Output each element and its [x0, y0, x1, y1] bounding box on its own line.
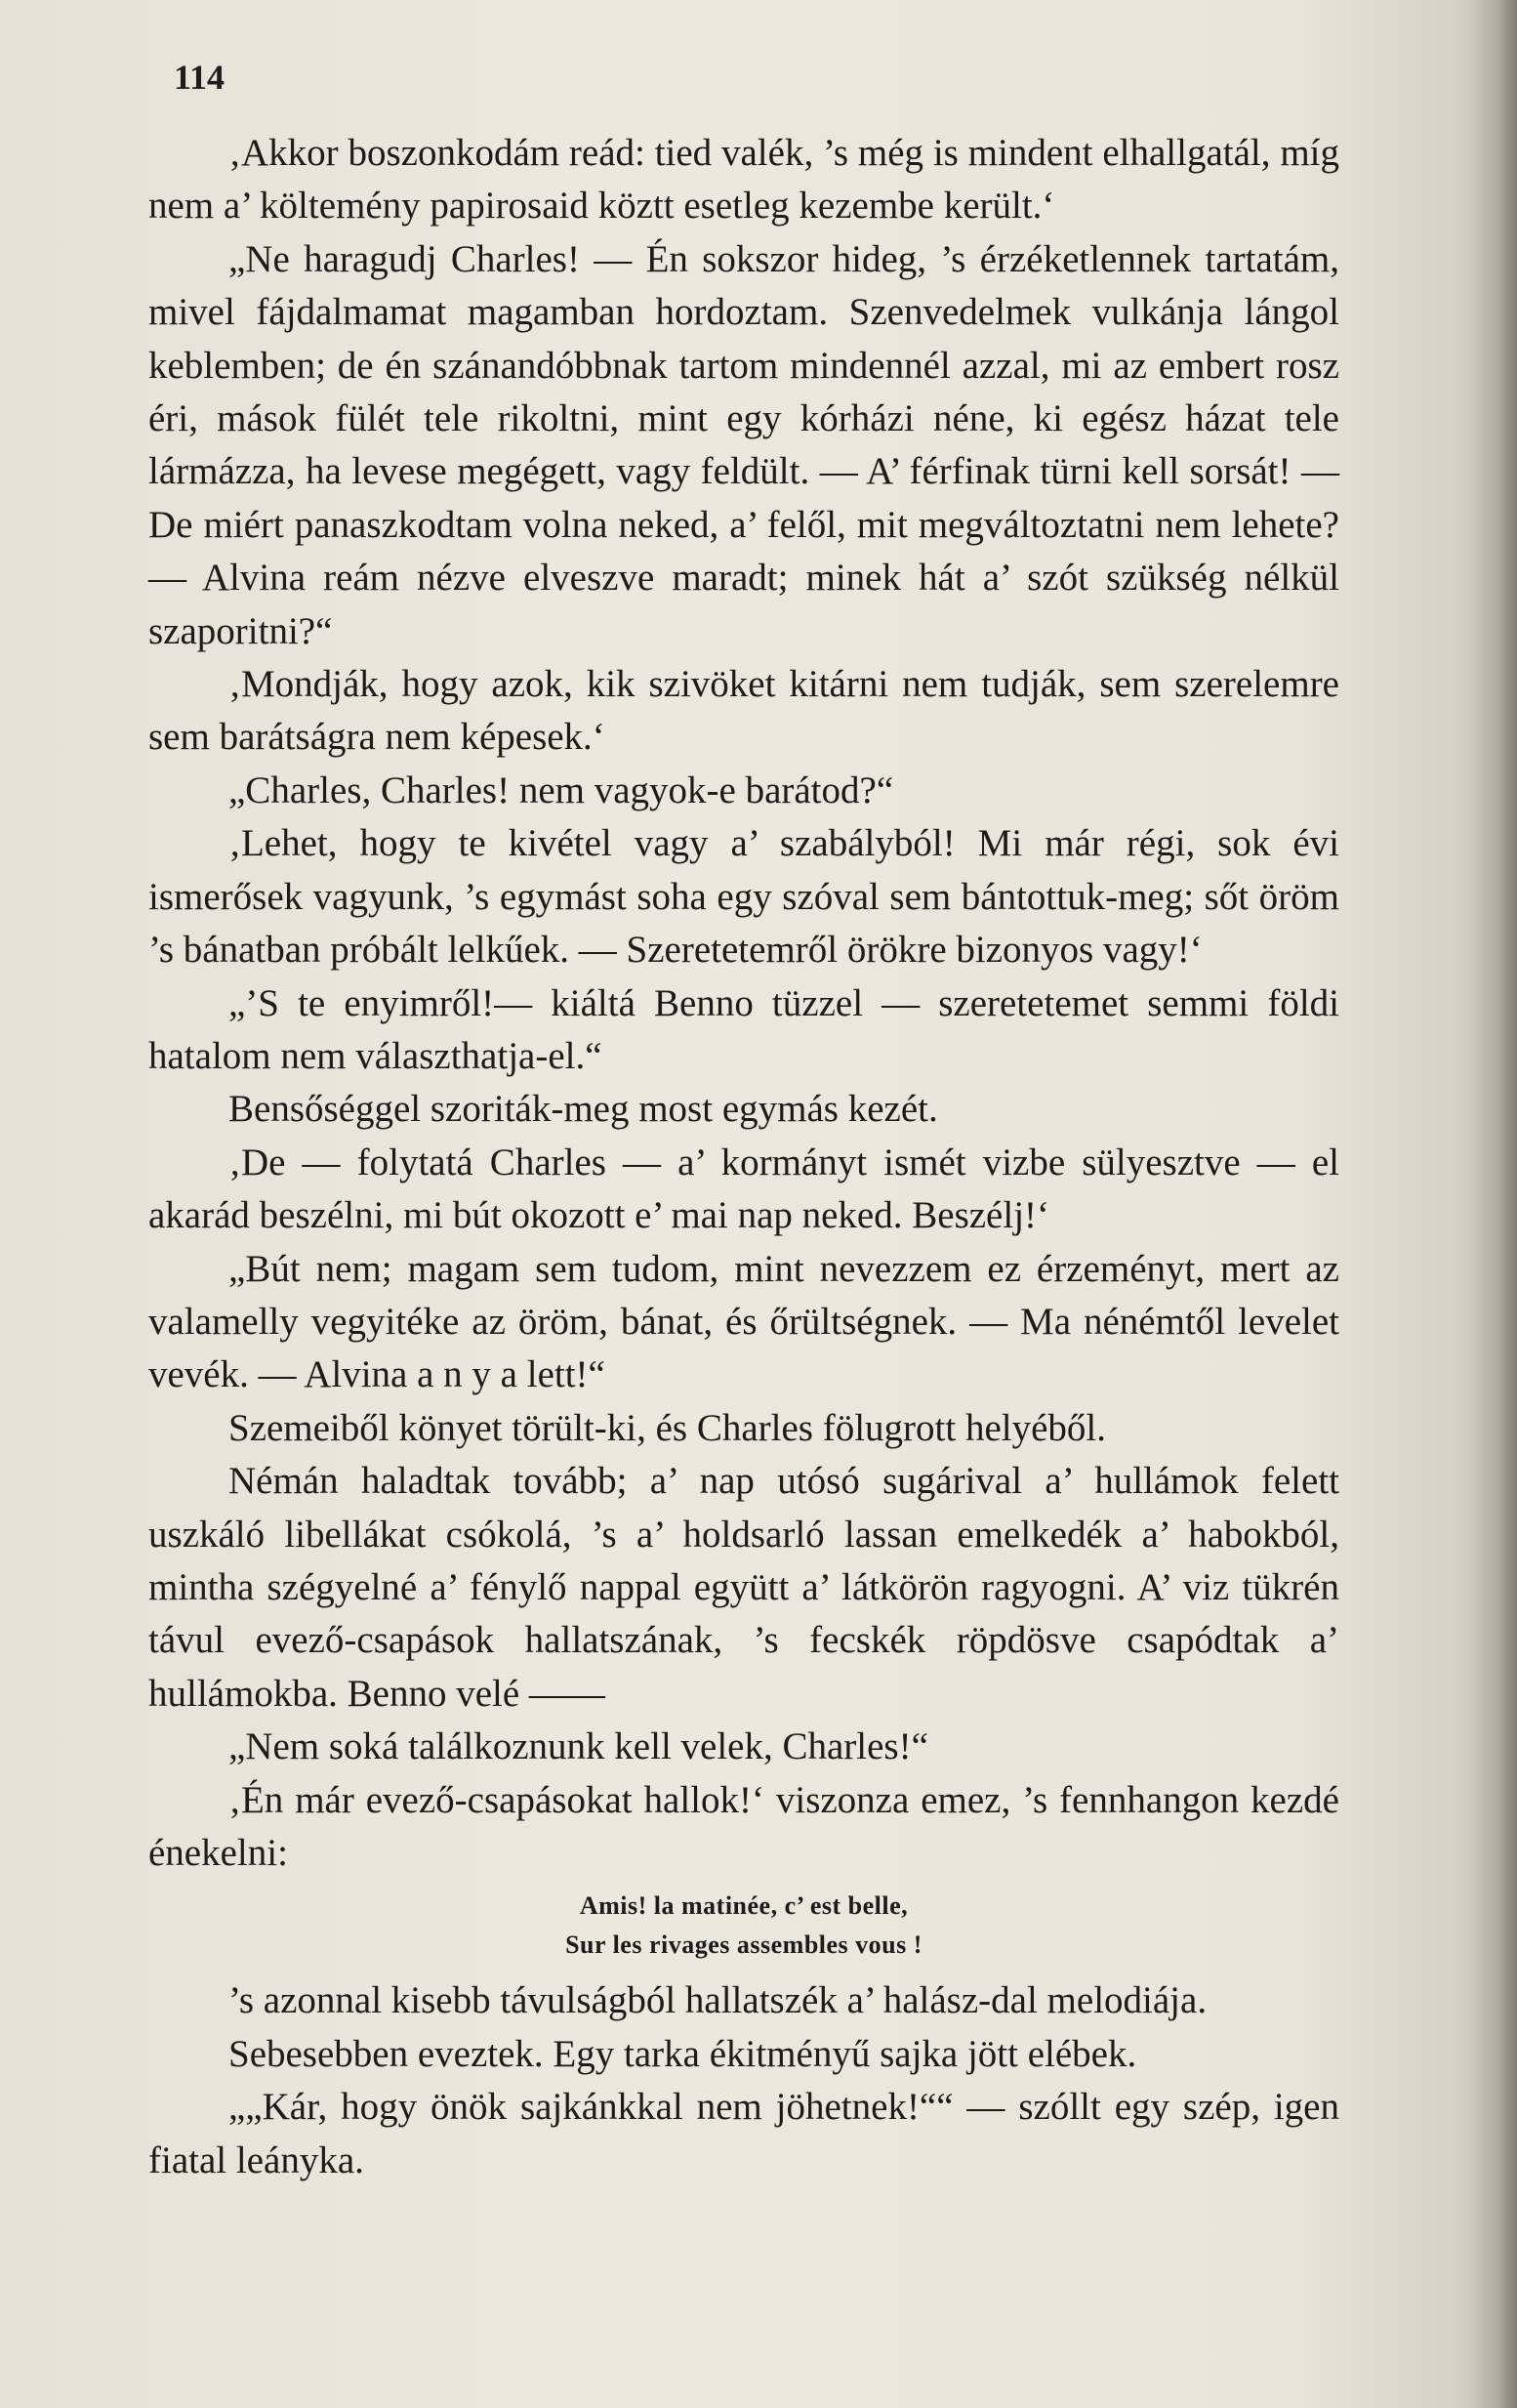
paragraph: ’s azonnal kisebb távulságból hallatszék a’ halász-dal melodiája.: [228, 1979, 1208, 2022]
song-line: Sur les rivages assembles vous !: [565, 1931, 922, 1960]
paragraph: „Nem soká találkoznunk kell velek, Charles!“: [228, 1725, 928, 1768]
song-verse: [148, 1887, 1339, 1965]
paragraph: ‚Lehet, hogy te kivétel vagy a’ szabályból! Mi már régi, sok évi ismerősek vagyunk, ’s egymást soha egy szóval sem bántottuk-meg; sőt öröm ’s bánatban próbált lelkűek. — Szeretetemről örökre bizonyos vagy!‘: [148, 822, 1339, 972]
paragraph: ‚Én már evező-csapásokat hallok!‘ viszonza emez, ’s fennhangon kezdé énekelni:: [148, 1778, 1339, 1874]
song-line: Amis! la matinée, c’ est belle,: [579, 1891, 909, 1921]
paragraph: Némán haladtak tovább; a’ nap utósó sugárival a’ hullámok felett uszkáló libellákat csókolá, ’s a’ holdsarló lassan emelkedék a’ habokból, mintha szégyelné a’ fénylő nappal együtt a’ látkörön ragyogni. A’ viz tükrén távul evező-csapások hallatszának, ’s fecskék röpdösve csapódtak a’ hullámokba. Benno velé ——: [148, 1460, 1339, 1715]
page-number: 114: [174, 58, 226, 97]
body-text: [148, 127, 1339, 2187]
paragraph: ‚Mondják, hogy azok, kik szivöket kitárni nem tudják, sem szerelemre sem barátságra nem képesek.‘: [148, 663, 1339, 759]
paragraph: „Charles, Charles! nem vagyok-e barátod?“: [228, 768, 894, 811]
paragraph: „Bút nem; magam sem tudom, mint nevezzem ez érzeményt, mert az valamelly vegyitéke az öröm, bánat, és őrültségnek. — Ma nénémtől levelet vevék. — Alvina a n y a lett!“: [148, 1247, 1339, 1396]
paragraph: ‚Akkor boszonkodám reád: tied valék, ’s még is mindent elhallgatál, míg nem a’ költemény papirosaid köztt esetleg kezembe került.‘: [148, 132, 1339, 228]
paragraph: „„Kár, hogy önök sajkánkkal nem jöhetnek!““ — szóllt egy szép, igen fiatal leányka.: [148, 2086, 1339, 2181]
paragraph: Bensőséggel szoriták-meg most egymás kezét.: [228, 1088, 938, 1131]
paragraph: Sebesebben eveztek. Egy tarka ékitményű sajka jött elébek.: [228, 2032, 1137, 2075]
paragraph: „’S te enyimről!— kiáltá Benno tüzzel — szeretetemet semmi földi hatalom nem választhatja-el.“: [148, 981, 1339, 1077]
paragraph: „Ne haragudj Charles! — Én sokszor hideg, ’s érzéketlennek tartatám, mivel fájdalmamat magamban hordoztam. Szenvedelmek vulkánja lángol keblemben; de én szánandóbbnak tartom mindennél azzal, mi az embert rosz éri, mások fülét tele rikoltni, mint egy kórházi néne, ki egész házat tele lármázza, ha levese megégett, vagy feldült. — A’ férfinak türni kell sorsát! — De miért panaszkodtam volna neked, a’ felől, mit megváltoztatni nem lehete? — Alvina reám nézve elveszve maradt; minek hát a’ szót szükség nélkül szaporitni?“: [148, 237, 1339, 652]
paragraph: ‚De — folytatá Charles — a’ kormányt ismét vizbe sülyesztve — el akarád beszélni, mi bút okozott e’ mai nap neked. Beszélj!‘: [148, 1141, 1339, 1237]
paragraph: Szemeiből könyet törült-ki, és Charles fölugrott helyéből.: [228, 1406, 1106, 1449]
page-shadow-edge: [1470, 0, 1517, 2408]
